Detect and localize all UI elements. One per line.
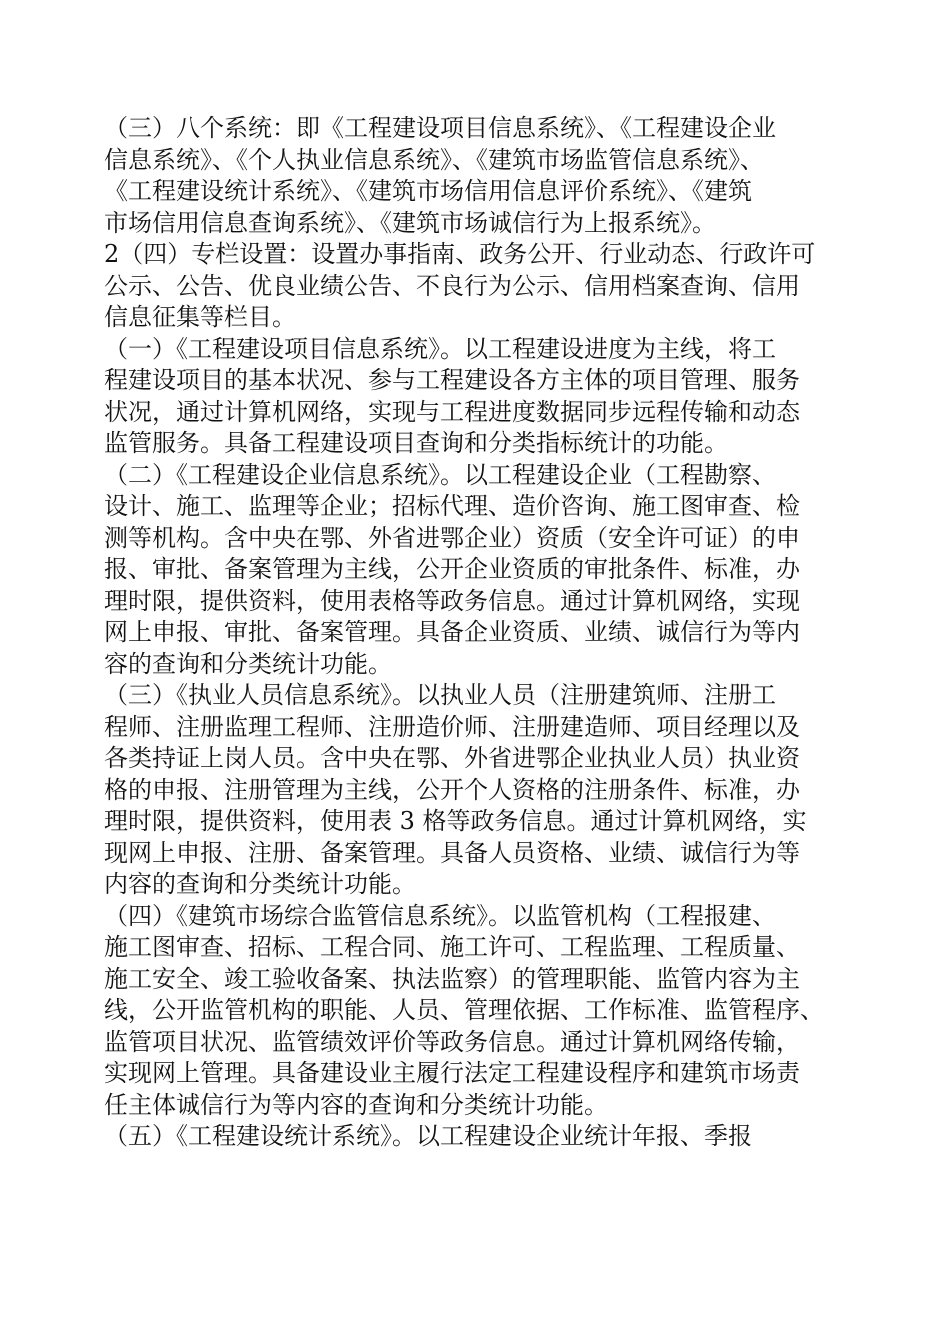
document-line: 施工图审查、招标、工程合同、施工许可、工程监理、工程质量、 — [104, 933, 800, 961]
document-line: 格的申报、注册管理为主线，公开个人资格的注册条件、标准，办 — [104, 775, 800, 804]
document-line: 线，公开监管机构的职能、人员、管理依据、工作标准、监管程序、 — [104, 996, 824, 1024]
document-line: 网上申报、审批、备案管理。具备企业资质、业绩、诚信行为等内 — [104, 618, 800, 646]
document-body — [104, 113, 844, 1153]
document-line: 程师、注册监理工程师、注册造价师、注册建造师、项目经理以及 — [104, 712, 800, 741]
document-line: 理时限，提供资料，使用表格等政务信息。通过计算机网络，实现 — [104, 586, 800, 615]
document-line: 理时限，提供资料，使用表 3 格等政务信息。通过计算机网络，实 — [104, 807, 807, 835]
document-line: 监管项目状况、监管绩效评价等政务信息。通过计算机网络传输， — [104, 1027, 800, 1056]
document-line: （一）《工程建设项目信息系统》。以工程建设进度为主线，将工 — [104, 334, 776, 363]
document-line: 施工安全、竣工验收备案、执法监察）的管理职能、监管内容为主 — [104, 964, 800, 993]
document-line: 信息征集等栏目。 — [104, 303, 296, 331]
document-line: 市场信用信息查询系统》、《建筑市场诚信行为上报系统》。 — [104, 208, 716, 237]
document-line: 状况，通过计算机网络，实现与工程进度数据同步远程传输和动态 — [104, 397, 800, 426]
document-line: （三）《执业人员信息系统》。以执业人员（注册建筑师、注册工 — [104, 681, 776, 709]
document-line: 公示、公告、优良业绩公告、不良行为公示、信用档案查询、信用 — [104, 271, 800, 300]
document-line: （三）八个系统：即《工程建设项目信息系统》、《工程建设企业 — [104, 114, 776, 142]
document-line: 容的查询和分类统计功能。 — [104, 649, 392, 678]
document-line: 任主体诚信行为等内容的查询和分类统计功能。 — [104, 1090, 608, 1119]
document-line: 现网上申报、注册、备案管理。具备人员资格、业绩、诚信行为等 — [104, 838, 800, 867]
document-line: 内容的查询和分类统计功能。 — [104, 870, 416, 898]
document-line: （四）《建筑市场综合监管信息系统》。以监管机构（工程报建、 — [104, 901, 776, 930]
document-line: 实现网上管理。具备建设业主履行法定工程建设程序和建筑市场责 — [104, 1059, 800, 1087]
document-line: （五）《工程建设统计系统》。以工程建设企业统计年报、季报 — [104, 1122, 752, 1150]
document-line: （二）《工程建设企业信息系统》。以工程建设企业（工程勘察、 — [104, 460, 776, 489]
document-line: 各类持证上岗人员。含中央在鄂、外省进鄂企业执业人员）执业资 — [104, 744, 800, 772]
document-line: 设计、施工、监理等企业；招标代理、造价咨询、施工图审查、检 — [104, 492, 800, 520]
document-line: 《工程建设统计系统》、《建筑市场信用信息评价系统》、《建筑 — [104, 177, 752, 205]
document-line: 信息系统》、《个人执业信息系统》、《建筑市场监管信息系统》、 — [104, 145, 764, 174]
document-line: 程建设项目的基本状况、参与工程建设各方主体的项目管理、服务 — [104, 366, 800, 394]
document-line: 2（四）专栏设置：设置办事指南、政务公开、行业动态、行政许可 — [104, 240, 816, 268]
document-line: 报、审批、备案管理为主线，公开企业资质的审批条件、标准，办 — [104, 555, 800, 583]
document-line: 测等机构。含中央在鄂、外省进鄂企业）资质（安全许可证）的申 — [104, 523, 800, 552]
document-line: 监管服务。具备工程建设项目查询和分类指标统计的功能。 — [104, 429, 728, 457]
